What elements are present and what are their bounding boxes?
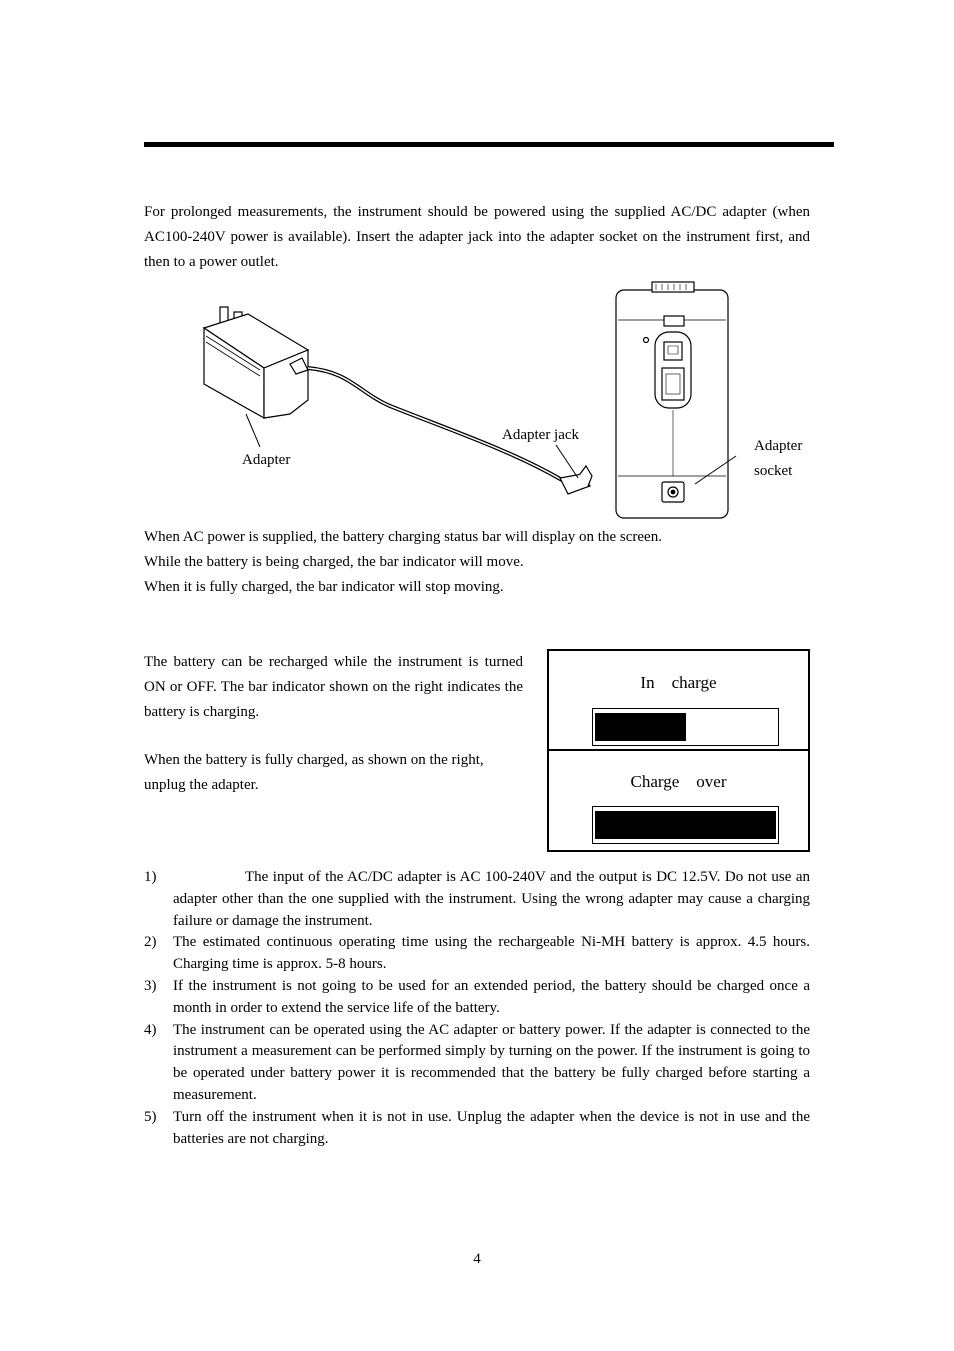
charge-over-text: Charge over [630,772,727,791]
status-divider [549,749,808,751]
note-item [144,867,810,932]
note-text: Turn off the instrument when it is not in use. Unplug the adapter when the device is not in use and the batteries are not charging. [173,1108,810,1147]
full-charge-paragraph: When the battery is fully charged, as shown on the right, unplug the adapter. [144,752,484,793]
note-number: 3) [144,977,157,994]
in-charge-bar-fill [595,713,686,741]
in-charge-bar [592,708,779,746]
note-number: 2) [144,934,157,951]
note-text: The input of the AC/DC adapter is AC 100-240V and the output is DC 12.5V. Do not use an adapter other than the one supplied with the instrument. Using the wrong adapter may cause a charging failure or damage the instrument. [173,869,810,929]
charge-over-bar-fill [595,811,776,839]
note-text: The instrument can be operated using the AC adapter or battery power. If the adapter is connected to the instrument a measurement can be performed simply by turning on the power. If the instrument is going to be operated under battery power it is recommended that the battery be fully charged before starting a measurement. [173,1021,810,1103]
notes-list [144,867,810,1150]
adapter-label: Adapter [242,452,291,468]
note-text: The estimated continuous operating time using the rechargeable Ni-MH battery is approx. 4.5 hours. Charging time is approx. 5-8 hours. [173,934,810,973]
adapter-socket-label-line1: Adapter [754,438,803,454]
note-number: 5) [144,1108,157,1125]
status-description [144,525,662,600]
status-line: When AC power is supplied, the battery charging status bar will display on the screen. [144,529,662,545]
note-number: 1) [144,869,157,885]
instrument-illustration [616,282,736,518]
note-item [144,1020,810,1107]
charge-over-bar [592,806,779,844]
header-rule [144,142,834,147]
charging-paragraph: The battery can be recharged while the instrument is turned ON or OFF. The bar indicator shown on the right indicates the battery is charging. [144,654,523,720]
intro-paragraph: For prolonged measurements, the instrument should be powered using the supplied AC/DC adapter (when AC100-240V power is available). Insert the adapter jack into the adapter socket on the instrument first, and then to a power outlet. [144,204,810,270]
adapter-socket-label-line2: socket [754,463,793,479]
status-line: While the battery is being charged, the bar indicator will move. [144,554,524,570]
in-charge-text: In charge [640,673,717,692]
note-item [144,1107,810,1151]
note-text: If the instrument is not going to be used for an extended period, the battery should be charged once a month in order to extend the service life of the battery. [173,977,810,1016]
page-number: 4 [473,1251,481,1267]
note-item [144,976,810,1020]
adapter-jack-label: Adapter jack [502,427,580,443]
adapter-connection-figure [190,280,750,525]
note-item [144,932,810,976]
note-number: 4) [144,1021,157,1038]
status-line: When it is fully charged, the bar indicator will stop moving. [144,579,504,595]
charge-status-display [547,649,810,852]
